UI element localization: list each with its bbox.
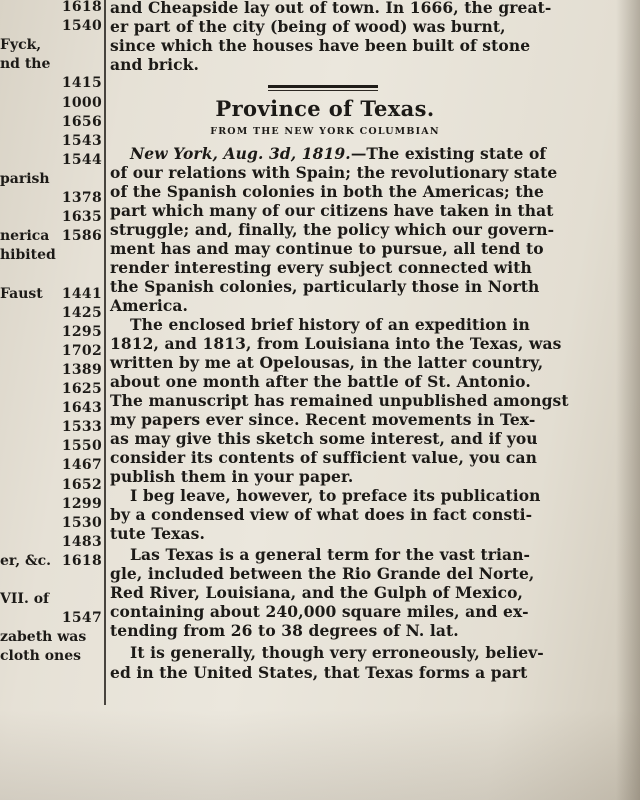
- index-row: [0, 495, 102, 514]
- index-label: parish: [0, 170, 50, 187]
- article-line: The enclosed brief history of an expedition in: [130, 315, 530, 334]
- index-row: [0, 342, 102, 361]
- index-year: 1543: [61, 132, 102, 149]
- column-rule: [104, 0, 106, 705]
- index-row: [0, 208, 102, 227]
- index-row: [0, 590, 102, 609]
- page-edge-shadow: [616, 0, 640, 800]
- index-year: 1550: [61, 438, 102, 455]
- article-dateline: New York, Aug. 3d, 1819.: [130, 144, 351, 163]
- index-row: [0, 533, 102, 552]
- article-line: of our relations with Spain; the revolutionary state: [110, 163, 558, 182]
- index-year: 1441: [61, 285, 102, 302]
- article-line: part which many of our citizens have taken in that: [110, 201, 554, 220]
- index-row: [0, 399, 102, 418]
- article-line: as may give this sketch some interest, and if you: [110, 429, 538, 448]
- index-row: [0, 437, 102, 456]
- article-line: Red River, Louisiana, and the Gulph of Mexico,: [110, 583, 524, 602]
- article-line: The manuscript has remained unpublished amongst: [110, 391, 569, 410]
- index-year: 1702: [61, 342, 102, 359]
- index-row: [0, 132, 102, 151]
- index-year: 1547: [61, 610, 102, 627]
- index-label: nerica: [0, 228, 50, 245]
- article-line: ed in the United States, that Texas forms a part: [110, 663, 528, 682]
- article-line: render interesting every subject connected with: [110, 258, 532, 277]
- index-year: 1533: [61, 419, 102, 436]
- index-year: 1652: [61, 476, 102, 493]
- index-row: [0, 361, 102, 380]
- article-line: America.: [110, 296, 189, 315]
- index-year: 1378: [61, 190, 102, 206]
- article-line: by a condensed view of what does in fact consti-: [110, 505, 533, 524]
- article-line: the Spanish colonies, particularly those in North: [110, 277, 540, 296]
- index-year: 1643: [61, 400, 102, 417]
- article-line: struggle; and, finally, the policy which our govern-: [110, 220, 555, 239]
- index-row: [0, 285, 102, 304]
- article-first-line: [130, 144, 547, 163]
- index-row: [0, 380, 102, 399]
- index-year: 1625: [61, 381, 102, 397]
- headline-rule-thin: [268, 90, 378, 91]
- article-line: written by me at Opelousas, in the latter country,: [110, 353, 544, 372]
- index-row: [0, 227, 102, 246]
- index-row: [0, 456, 102, 475]
- index-year: 1415: [61, 75, 102, 92]
- index-label: nd the: [0, 56, 51, 73]
- index-row: [0, 265, 102, 284]
- index-row: [0, 246, 102, 265]
- index-row: [0, 36, 102, 55]
- index-year: 1483: [61, 533, 102, 550]
- index-label: Fyck,: [0, 37, 42, 54]
- article-line: of the Spanish colonies in both the Americas; the: [110, 182, 544, 201]
- index-year: 1000: [61, 94, 102, 111]
- index-label: hibited: [0, 247, 56, 264]
- article-line: about one month after the battle of St. Antonio.: [110, 372, 531, 391]
- article-line: tute Texas.: [110, 524, 205, 543]
- index-year: 1295: [61, 323, 102, 340]
- article-source: FROM THE NEW YORK COLUMBIAN: [210, 126, 440, 137]
- index-year: 1467: [61, 457, 102, 474]
- index-row: [0, 304, 102, 323]
- intro-line: since which the houses have been built of stone: [110, 36, 531, 55]
- intro-line: and Cheapside lay out of town. In 1666, the great-: [110, 0, 552, 17]
- article-line: Las Texas is a general term for the vast trian-: [130, 545, 531, 564]
- index-row: [0, 170, 102, 189]
- index-year: 1635: [61, 209, 102, 226]
- article-line: ment has and may continue to pursue, all tend to: [110, 239, 544, 258]
- index-row: [0, 17, 102, 36]
- index-year: 1389: [61, 361, 102, 378]
- index-year: 1425: [61, 304, 102, 321]
- index-year: 1299: [61, 495, 102, 512]
- article-line: containing about 240,000 square miles, and ex-: [110, 602, 529, 621]
- index-year: 1618: [61, 552, 102, 569]
- article-line: my papers ever since. Recent movements in Tex-: [110, 410, 536, 429]
- index-row: [0, 609, 102, 628]
- index-row: [0, 55, 102, 74]
- index-row: [0, 94, 102, 113]
- article-line: It is generally, though very erroneously, believ-: [130, 643, 544, 662]
- article-line: gle, included between the Rio Grande del Norte,: [110, 564, 535, 583]
- left-index-column: [0, 0, 104, 720]
- index-label: VII. of: [0, 591, 50, 608]
- article-line: consider its contents of sufficient value, you can: [110, 448, 537, 467]
- index-row: [0, 552, 102, 571]
- index-label: er, &c.: [0, 552, 52, 569]
- article-line: publish them in your paper.: [110, 467, 354, 486]
- index-label: zabeth was: [0, 629, 87, 646]
- index-year: 1530: [61, 514, 102, 531]
- article-headline: Province of Texas.: [215, 96, 435, 121]
- index-row: [0, 323, 102, 342]
- index-year: 1586: [61, 228, 102, 245]
- index-row: [0, 151, 102, 170]
- index-year: 1544: [61, 151, 102, 168]
- index-row: [0, 647, 102, 666]
- article-line: I beg leave, however, to preface its publication: [130, 486, 541, 505]
- index-label: cloth ones: [0, 648, 82, 665]
- intro-line: er part of the city (being of wood) was burnt,: [110, 17, 506, 36]
- article-line: tending from 26 to 38 degrees of N. lat.: [110, 621, 459, 640]
- index-row: [0, 514, 102, 533]
- headline-rule: [268, 85, 378, 88]
- index-row: [0, 113, 102, 132]
- index-row: [0, 418, 102, 437]
- index-row: [0, 74, 102, 93]
- index-row: [0, 189, 102, 208]
- intro-line: and brick.: [110, 55, 200, 74]
- index-row: [0, 628, 102, 647]
- article-first-line-rest: —The existing state of: [350, 144, 547, 163]
- index-year: 1540: [61, 18, 102, 35]
- index-year: 1656: [61, 113, 102, 130]
- index-row: [0, 476, 102, 495]
- index-row: [0, 571, 102, 590]
- index-row: [0, 0, 102, 17]
- index-year: 1618: [61, 0, 102, 15]
- index-label: Faust: [0, 285, 43, 302]
- article-line: 1812, and 1813, from Louisiana into the Texas, was: [110, 334, 562, 353]
